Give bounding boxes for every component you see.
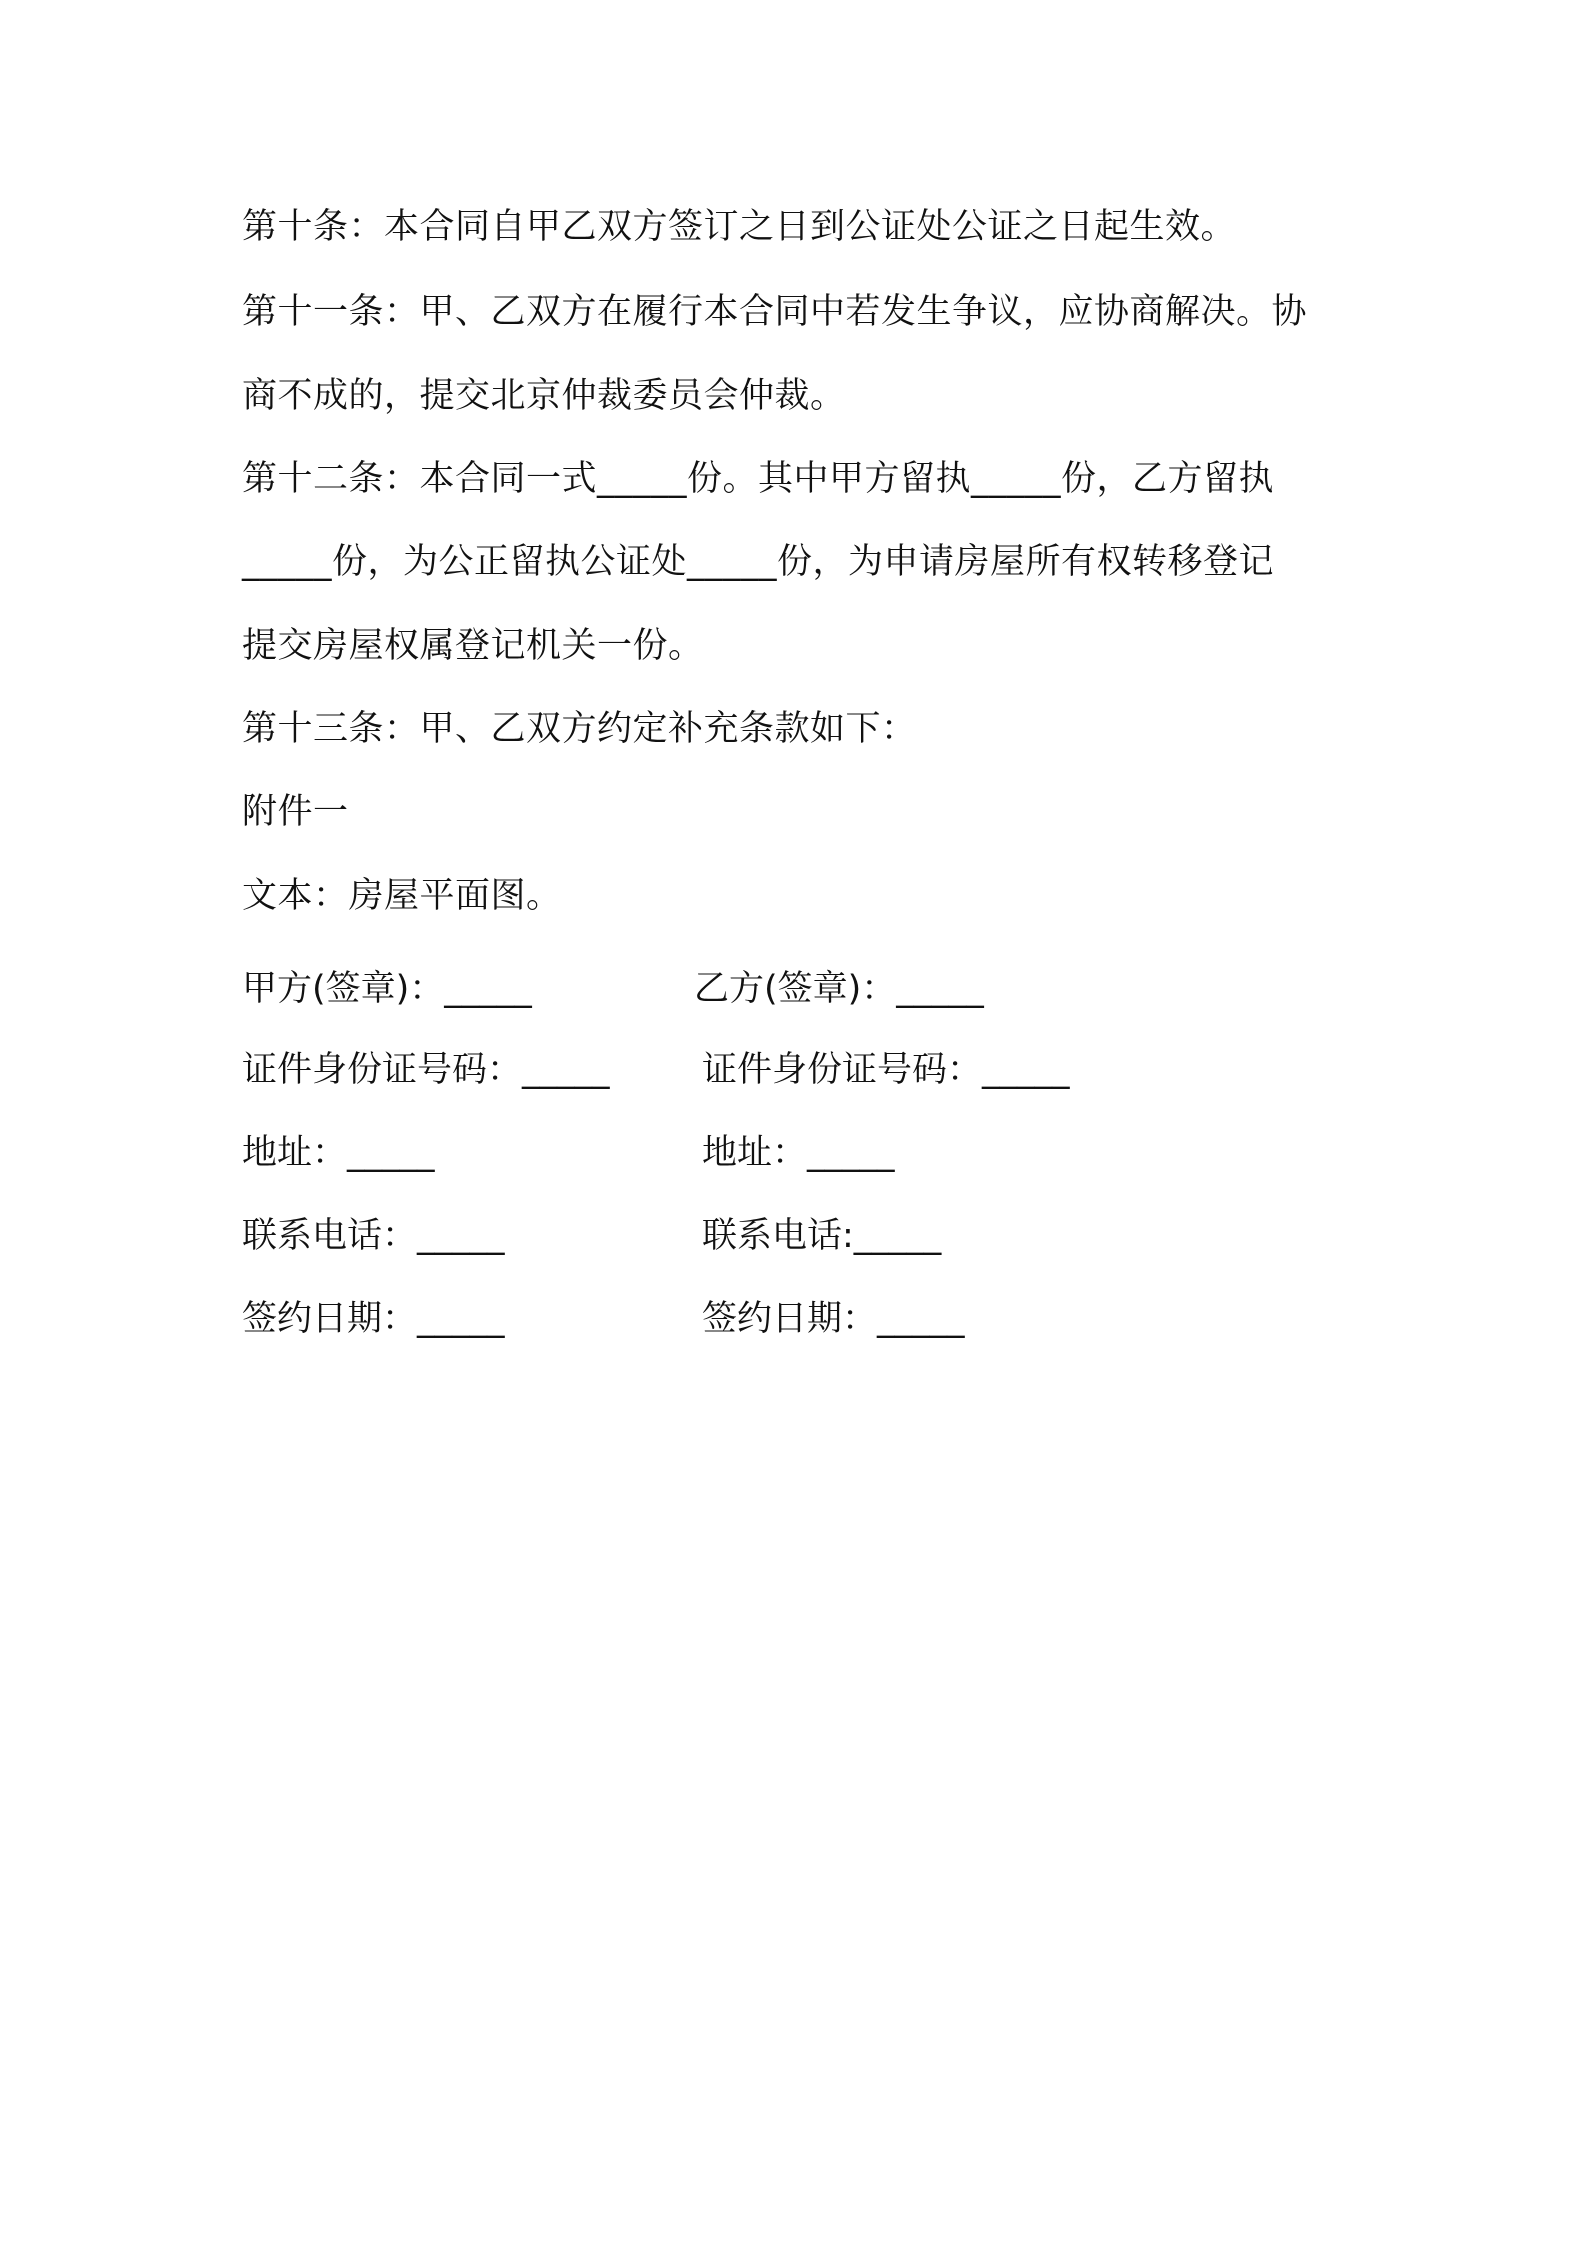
signature-row-seal [0, 967, 1586, 1011]
signature-row-address [0, 1131, 1586, 1175]
attachment-text: 文本：房屋平面图。 [242, 876, 562, 916]
signature-row-phone [0, 1214, 1586, 1258]
party-b-seal-field: 乙方(签章)：_____ [694, 969, 984, 1009]
party-a-seal-field: 甲方(签章)：_____ [242, 969, 532, 1009]
article-12-line-3: 提交房屋权属登记机关一份。 [242, 626, 704, 666]
article-12-line-1: 第十二条：本合同一式_____份。其中甲方留执_____份，乙方留执 [242, 459, 1275, 499]
party-a-address-field: 地址：_____ [242, 1133, 435, 1173]
party-a-date-field: 签约日期：_____ [242, 1299, 505, 1339]
party-a-phone-field: 联系电话：_____ [242, 1216, 505, 1256]
article-10: 第十条：本合同自甲乙双方签订之日到公证处公证之日起生效。 [242, 207, 1237, 247]
party-b-phone-field: 联系电话:_____ [702, 1216, 942, 1256]
article-11-line-2: 商不成的，提交北京仲裁委员会仲裁。 [242, 376, 846, 416]
article-13: 第十三条：甲、乙双方约定补充条款如下： [242, 709, 917, 749]
party-a-id-field: 证件身份证号码：_____ [242, 1050, 610, 1090]
party-b-id-field: 证件身份证号码：_____ [702, 1050, 1070, 1090]
article-11-line-1: 第十一条：甲、乙双方在履行本合同中若发生争议，应协商解决。协 [242, 292, 1308, 332]
signature-row-date [0, 1297, 1586, 1341]
signature-row-id [0, 1048, 1586, 1092]
party-b-date-field: 签约日期：_____ [702, 1299, 965, 1339]
attachment-title: 附件一 [242, 792, 349, 832]
party-b-address-field: 地址：_____ [702, 1133, 895, 1173]
article-12-line-2: _____份，为公正留执公证处_____份，为申请房屋所有权转移登记 [242, 542, 1275, 582]
